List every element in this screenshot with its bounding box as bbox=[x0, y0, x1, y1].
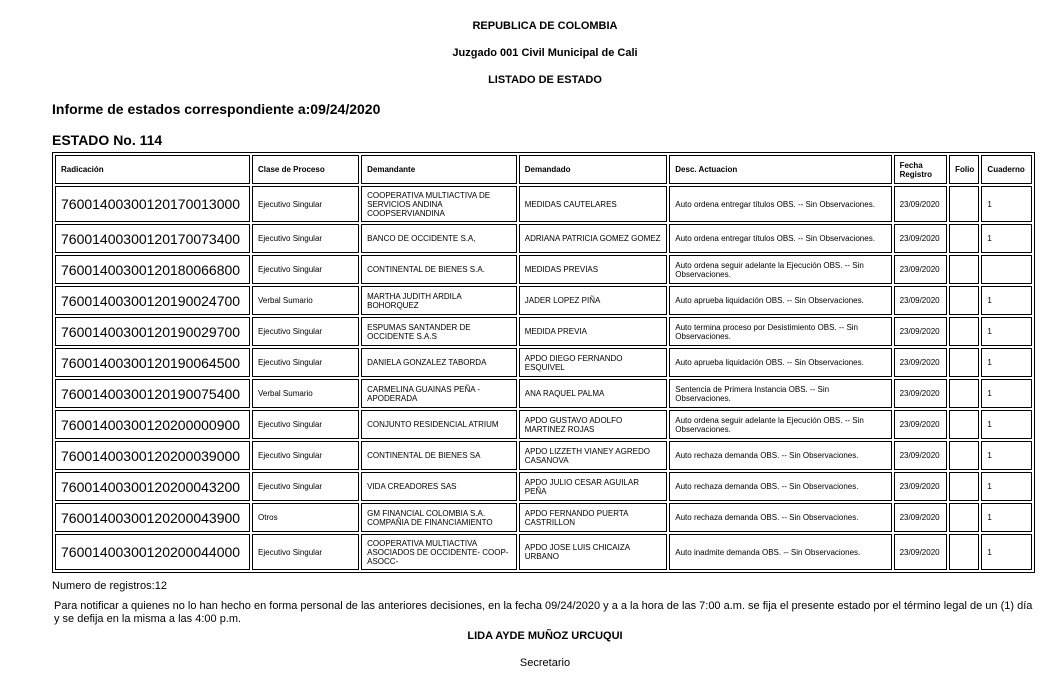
col-clase: Clase de Proceso bbox=[252, 155, 359, 184]
cell-cuaderno: 1 bbox=[981, 348, 1032, 377]
cell-demandante: CONTINENTAL DE BIENES SA bbox=[361, 441, 517, 470]
cell-fecha: 23/09/2020 bbox=[894, 534, 948, 570]
cell-desc: Auto inadmite demanda OBS. -- Sin Observaciones. bbox=[669, 534, 891, 570]
cell-demandado: MEDIDA PREVIA bbox=[519, 317, 668, 346]
cell-clase: Ejecutivo Singular bbox=[252, 348, 359, 377]
cell-cuaderno: 1 bbox=[981, 410, 1032, 439]
header-juzgado: Juzgado 001 Civil Municipal de Cali bbox=[452, 47, 638, 59]
informe-title: Informe de estados correspondiente a:09/24/2020 bbox=[52, 101, 381, 117]
cell-folio bbox=[949, 348, 979, 377]
cell-cuaderno: 1 bbox=[981, 534, 1032, 570]
cell-demandado: ADRIANA PATRICIA GOMEZ GOMEZ bbox=[519, 224, 668, 253]
cell-clase: Verbal Sumario bbox=[252, 379, 359, 408]
cell-cuaderno: 1 bbox=[981, 224, 1032, 253]
cell-desc: Sentencia de Primera Instancia OBS. -- Sin Observaciones. bbox=[669, 379, 891, 408]
cell-folio bbox=[949, 534, 979, 570]
cell-folio bbox=[949, 379, 979, 408]
cell-demandante: CARMELINA GUAINAS PEÑA - APODERADA bbox=[361, 379, 517, 408]
cell-clase: Ejecutivo Singular bbox=[252, 410, 359, 439]
cell-radicacion: 76001400300120200043900 bbox=[55, 503, 250, 532]
cell-fecha: 23/09/2020 bbox=[894, 317, 948, 346]
cell-radicacion: 76001400300120200000900 bbox=[55, 410, 250, 439]
cell-clase: Ejecutivo Singular bbox=[252, 255, 359, 284]
table-row bbox=[55, 317, 1032, 346]
cell-folio bbox=[949, 186, 979, 222]
col-demandante: Demandante bbox=[361, 155, 517, 184]
cell-clase: Verbal Sumario bbox=[252, 286, 359, 315]
cell-cuaderno: 1 bbox=[981, 317, 1032, 346]
cell-demandado: APDO JULIO CESAR AGUILAR PEÑA bbox=[519, 472, 668, 501]
cell-demandado: APDO DIEGO FERNANDO ESQUIVEL bbox=[519, 348, 668, 377]
cell-radicacion: 76001400300120200043200 bbox=[55, 472, 250, 501]
firma-cargo: Secretario bbox=[519, 657, 571, 669]
table-row bbox=[55, 441, 1032, 470]
cell-radicacion: 76001400300120190064500 bbox=[55, 348, 250, 377]
cell-desc: Auto rechaza demanda OBS. -- Sin Observaciones. bbox=[669, 472, 891, 501]
table-row bbox=[55, 472, 1032, 501]
cell-clase: Ejecutivo Singular bbox=[252, 224, 359, 253]
cell-demandante: ESPUMAS SANTANDER DE OCCIDENTE S.A.S bbox=[361, 317, 517, 346]
cell-cuaderno: 1 bbox=[981, 186, 1032, 222]
table-row bbox=[55, 286, 1032, 315]
cell-fecha: 23/09/2020 bbox=[894, 441, 948, 470]
numero-registros: Numero de registros:12 bbox=[52, 580, 167, 592]
cell-demandante: GM FINANCIAL COLOMBIA S.A. COMPAÑIA DE FINANCIAMIENTO bbox=[361, 503, 517, 532]
cell-demandante: DANIELA GONZALEZ TABORDA bbox=[361, 348, 517, 377]
cell-demandante: COOPERATIVA MULTIACTIVA ASOCIADOS DE OCCIDENTE- COOP-ASOCC- bbox=[361, 534, 517, 570]
cell-demandado: MEDIDAS PREVIAS bbox=[519, 255, 668, 284]
estado-number: ESTADO No. 114 bbox=[52, 132, 163, 148]
cell-fecha: 23/09/2020 bbox=[894, 379, 948, 408]
cell-folio bbox=[949, 286, 979, 315]
cell-fecha: 23/09/2020 bbox=[894, 410, 948, 439]
cell-clase: Ejecutivo Singular bbox=[252, 441, 359, 470]
cell-radicacion: 76001400300120190075400 bbox=[55, 379, 250, 408]
cell-folio bbox=[949, 503, 979, 532]
cell-demandado: JADER LOPEZ PIÑA bbox=[519, 286, 668, 315]
cell-desc: Auto aprueba liquidación OBS. -- Sin Observaciones. bbox=[669, 348, 891, 377]
cell-desc: Auto termina proceso por Desistimiento OBS. -- Sin Observaciones. bbox=[669, 317, 891, 346]
col-desc: Desc. Actuacion bbox=[669, 155, 891, 184]
cell-folio bbox=[949, 472, 979, 501]
cell-clase: Ejecutivo Singular bbox=[252, 472, 359, 501]
cell-radicacion: 76001400300120200039000 bbox=[55, 441, 250, 470]
table-row bbox=[55, 186, 1032, 222]
cell-folio bbox=[949, 317, 979, 346]
cell-radicacion: 76001400300120190029700 bbox=[55, 317, 250, 346]
header-listado: LISTADO DE ESTADO bbox=[488, 74, 602, 86]
cell-demandante: VIDA CREADORES SAS bbox=[361, 472, 517, 501]
cell-desc: Auto ordena seguir adelante la Ejecución OBS. -- Sin Observaciones. bbox=[669, 255, 891, 284]
cell-clase: Otros bbox=[252, 503, 359, 532]
cell-radicacion: 76001400300120200044000 bbox=[55, 534, 250, 570]
cell-fecha: 23/09/2020 bbox=[894, 472, 948, 501]
col-radicacion: Radicación bbox=[55, 155, 250, 184]
cell-fecha: 23/09/2020 bbox=[894, 503, 948, 532]
col-demandado: Demandado bbox=[519, 155, 668, 184]
cell-fecha: 23/09/2020 bbox=[894, 224, 948, 253]
table-row bbox=[55, 255, 1032, 284]
cell-folio bbox=[949, 410, 979, 439]
cell-demandado: APDO LIZZETH VIANEY AGREDO CASANOVA bbox=[519, 441, 668, 470]
cell-desc: Auto aprueba liquidación OBS. -- Sin Observaciones. bbox=[669, 286, 891, 315]
cell-cuaderno: 1 bbox=[981, 441, 1032, 470]
cell-radicacion: 76001400300120170073400 bbox=[55, 224, 250, 253]
header-republica: REPUBLICA DE COLOMBIA bbox=[472, 20, 618, 32]
cell-demandante: BANCO DE OCCIDENTE S.A, bbox=[361, 224, 517, 253]
col-cuaderno: Cuaderno bbox=[981, 155, 1032, 184]
table-row bbox=[55, 534, 1032, 570]
cell-radicacion: 76001400300120180066800 bbox=[55, 255, 250, 284]
cell-cuaderno: 1 bbox=[981, 472, 1032, 501]
cell-folio bbox=[949, 224, 979, 253]
cell-clase: Ejecutivo Singular bbox=[252, 534, 359, 570]
col-fecha: Fecha Registro bbox=[894, 155, 948, 184]
cell-desc: Auto ordena entregar títulos OBS. -- Sin Observaciones. bbox=[669, 186, 891, 222]
listado-table bbox=[52, 152, 1035, 573]
cell-desc: Auto rechaza demanda OBS. -- Sin Observaciones. bbox=[669, 503, 891, 532]
table-row bbox=[55, 410, 1032, 439]
cell-demandado: ANA RAQUEL PALMA bbox=[519, 379, 668, 408]
cell-folio bbox=[949, 441, 979, 470]
cell-folio bbox=[949, 255, 979, 284]
cell-cuaderno: 1 bbox=[981, 503, 1032, 532]
cell-clase: Ejecutivo Singular bbox=[252, 186, 359, 222]
firma-nombre: LIDA AYDE MUÑOZ URCUQUI bbox=[467, 630, 623, 642]
cell-desc: Auto ordena seguir adelante la Ejecución OBS. -- Sin Observaciones. bbox=[669, 410, 891, 439]
cell-fecha: 23/09/2020 bbox=[894, 255, 948, 284]
cell-cuaderno: 1 bbox=[981, 379, 1032, 408]
cell-demandante: MARTHA JUDITH ARDILA BOHORQUEZ bbox=[361, 286, 517, 315]
table-row bbox=[55, 224, 1032, 253]
col-folio: Folio bbox=[949, 155, 979, 184]
cell-cuaderno bbox=[981, 255, 1032, 284]
cell-clase: Ejecutivo Singular bbox=[252, 317, 359, 346]
cell-desc: Auto rechaza demanda OBS. -- Sin Observaciones. bbox=[669, 441, 891, 470]
cell-fecha: 23/09/2020 bbox=[894, 348, 948, 377]
cell-radicacion: 76001400300120190024700 bbox=[55, 286, 250, 315]
cell-radicacion: 76001400300120170013000 bbox=[55, 186, 250, 222]
cell-fecha: 23/09/2020 bbox=[894, 186, 948, 222]
cell-fecha: 23/09/2020 bbox=[894, 286, 948, 315]
cell-demandado: APDO FERNANDO PUERTA CASTRILLON bbox=[519, 503, 668, 532]
cell-demandante: CONTINENTAL DE BIENES S.A. bbox=[361, 255, 517, 284]
cell-demandante: CONJUNTO RESIDENCIAL ATRIUM bbox=[361, 410, 517, 439]
table-row bbox=[55, 348, 1032, 377]
table-row bbox=[55, 503, 1032, 532]
table-header-row bbox=[55, 155, 1032, 184]
notificacion-text: Para notificar a quienes no lo han hecho en forma personal de las anteriores decisiones, en la fecha 09/24/2020 y a a la hora de las 7:00 a.m. se fija el presente estado por el término legal de un (1) día y se defija en la misma a las 4:00 p.m. bbox=[54, 600, 1033, 625]
cell-desc: Auto ordena entregar títulos OBS. -- Sin Observaciones. bbox=[669, 224, 891, 253]
cell-demandante: COOPERATIVA MULTIACTIVA DE SERVICIOS ANDINA COOPSERVIANDINA bbox=[361, 186, 517, 222]
cell-demandado: APDO GUSTAVO ADOLFO MARTINEZ ROJAS bbox=[519, 410, 668, 439]
table-row bbox=[55, 379, 1032, 408]
cell-demandado: APDO JOSE LUIS CHICAIZA URBANO bbox=[519, 534, 668, 570]
cell-cuaderno: 1 bbox=[981, 286, 1032, 315]
cell-demandado: MEDIDAS CAUTELARES bbox=[519, 186, 668, 222]
